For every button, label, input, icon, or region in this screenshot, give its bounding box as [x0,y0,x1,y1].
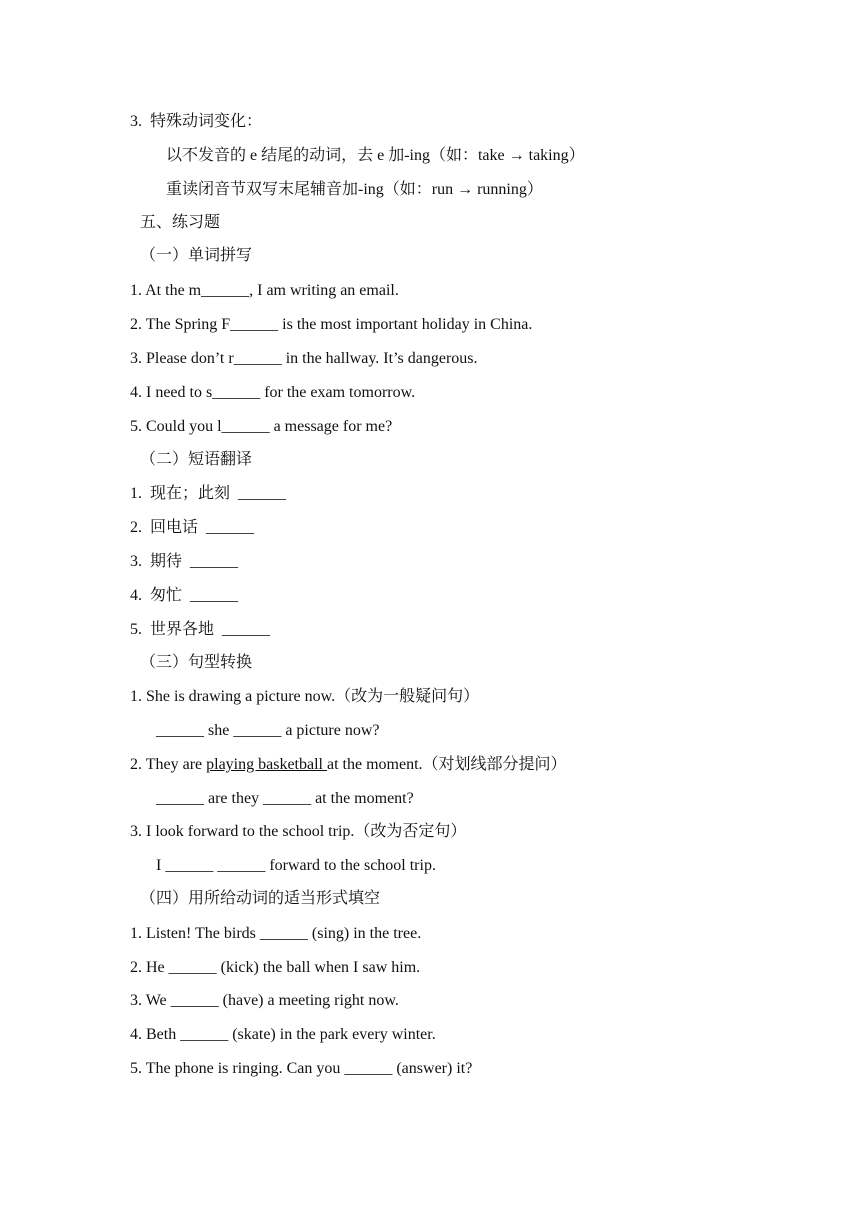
part2-item-1: 1. 现在；此刻 ______ [130,485,287,502]
part2-item-4: 4. 匆忙 ______ [130,587,239,604]
part3-question-2-prefix: 2. They are [130,756,207,773]
part1-item-1: 1. At the m______, I am writing an email. [130,282,399,299]
part3-answer-3: I ______ ______ forward to the school trip. [156,857,436,874]
part4-item-3: 3. We ______ (have) a meeting right now. [130,992,399,1009]
part4-item-1: 1. Listen! The birds ______ (sing) in the tree. [130,925,422,942]
part3-question-2-underlined: playing basketball [206,756,327,773]
part2-title: （二）短语翻译 [140,451,253,468]
part1-item-4: 4. I need to s______ for the exam tomorrow. [130,384,416,401]
part4-item-2: 2. He ______ (kick) the ball when I saw him. [130,959,421,976]
part3-question-2-suffix: at the moment.（对划线部分提问） [326,756,567,773]
part1-title: （一）单词拼写 [140,247,253,264]
part3-title: （三）句型转换 [140,654,253,671]
part3-answer-2: ______ are they ______ at the moment? [156,790,414,807]
part3-question-1: 1. She is drawing a picture now.（改为一般疑问句） [130,688,480,705]
part1-item-2: 2. The Spring F______ is the most important holiday in China. [130,316,533,333]
grammar-rule-3-e-ending: 以不发音的 e 结尾的动词，去 e 加-ing（如：take → taking） [166,147,585,164]
part1-item-3: 3. Please don’t r______ in the hallway. It’s dangerous. [130,350,478,367]
part4-title: （四）用所给动词的适当形式填空 [140,890,381,907]
part2-item-2: 2. 回电话 ______ [130,519,255,536]
part3-answer-1: ______ she ______ a picture now? [156,722,380,739]
part2-item-3: 3. 期待 ______ [130,553,239,570]
part2-item-5: 5. 世界各地 ______ [130,621,271,638]
part3-question-2 [130,755,567,775]
part4-item-4: 4. Beth ______ (skate) in the park every winter. [130,1026,436,1043]
exercises-title: 五、练习题 [140,214,221,231]
part4-item-5: 5. The phone is ringing. Can you ______ (answer) it? [130,1060,473,1077]
grammar-rule-3-double-consonant: 重读闭音节双写末尾辅音加-ing（如：run → running） [166,181,543,198]
grammar-rule-3-title: 3. 特殊动词变化： [130,113,263,130]
part3-question-3: 3. I look forward to the school trip.（改为否定句） [130,823,467,840]
part1-item-5: 5. Could you l______ a message for me? [130,418,393,435]
